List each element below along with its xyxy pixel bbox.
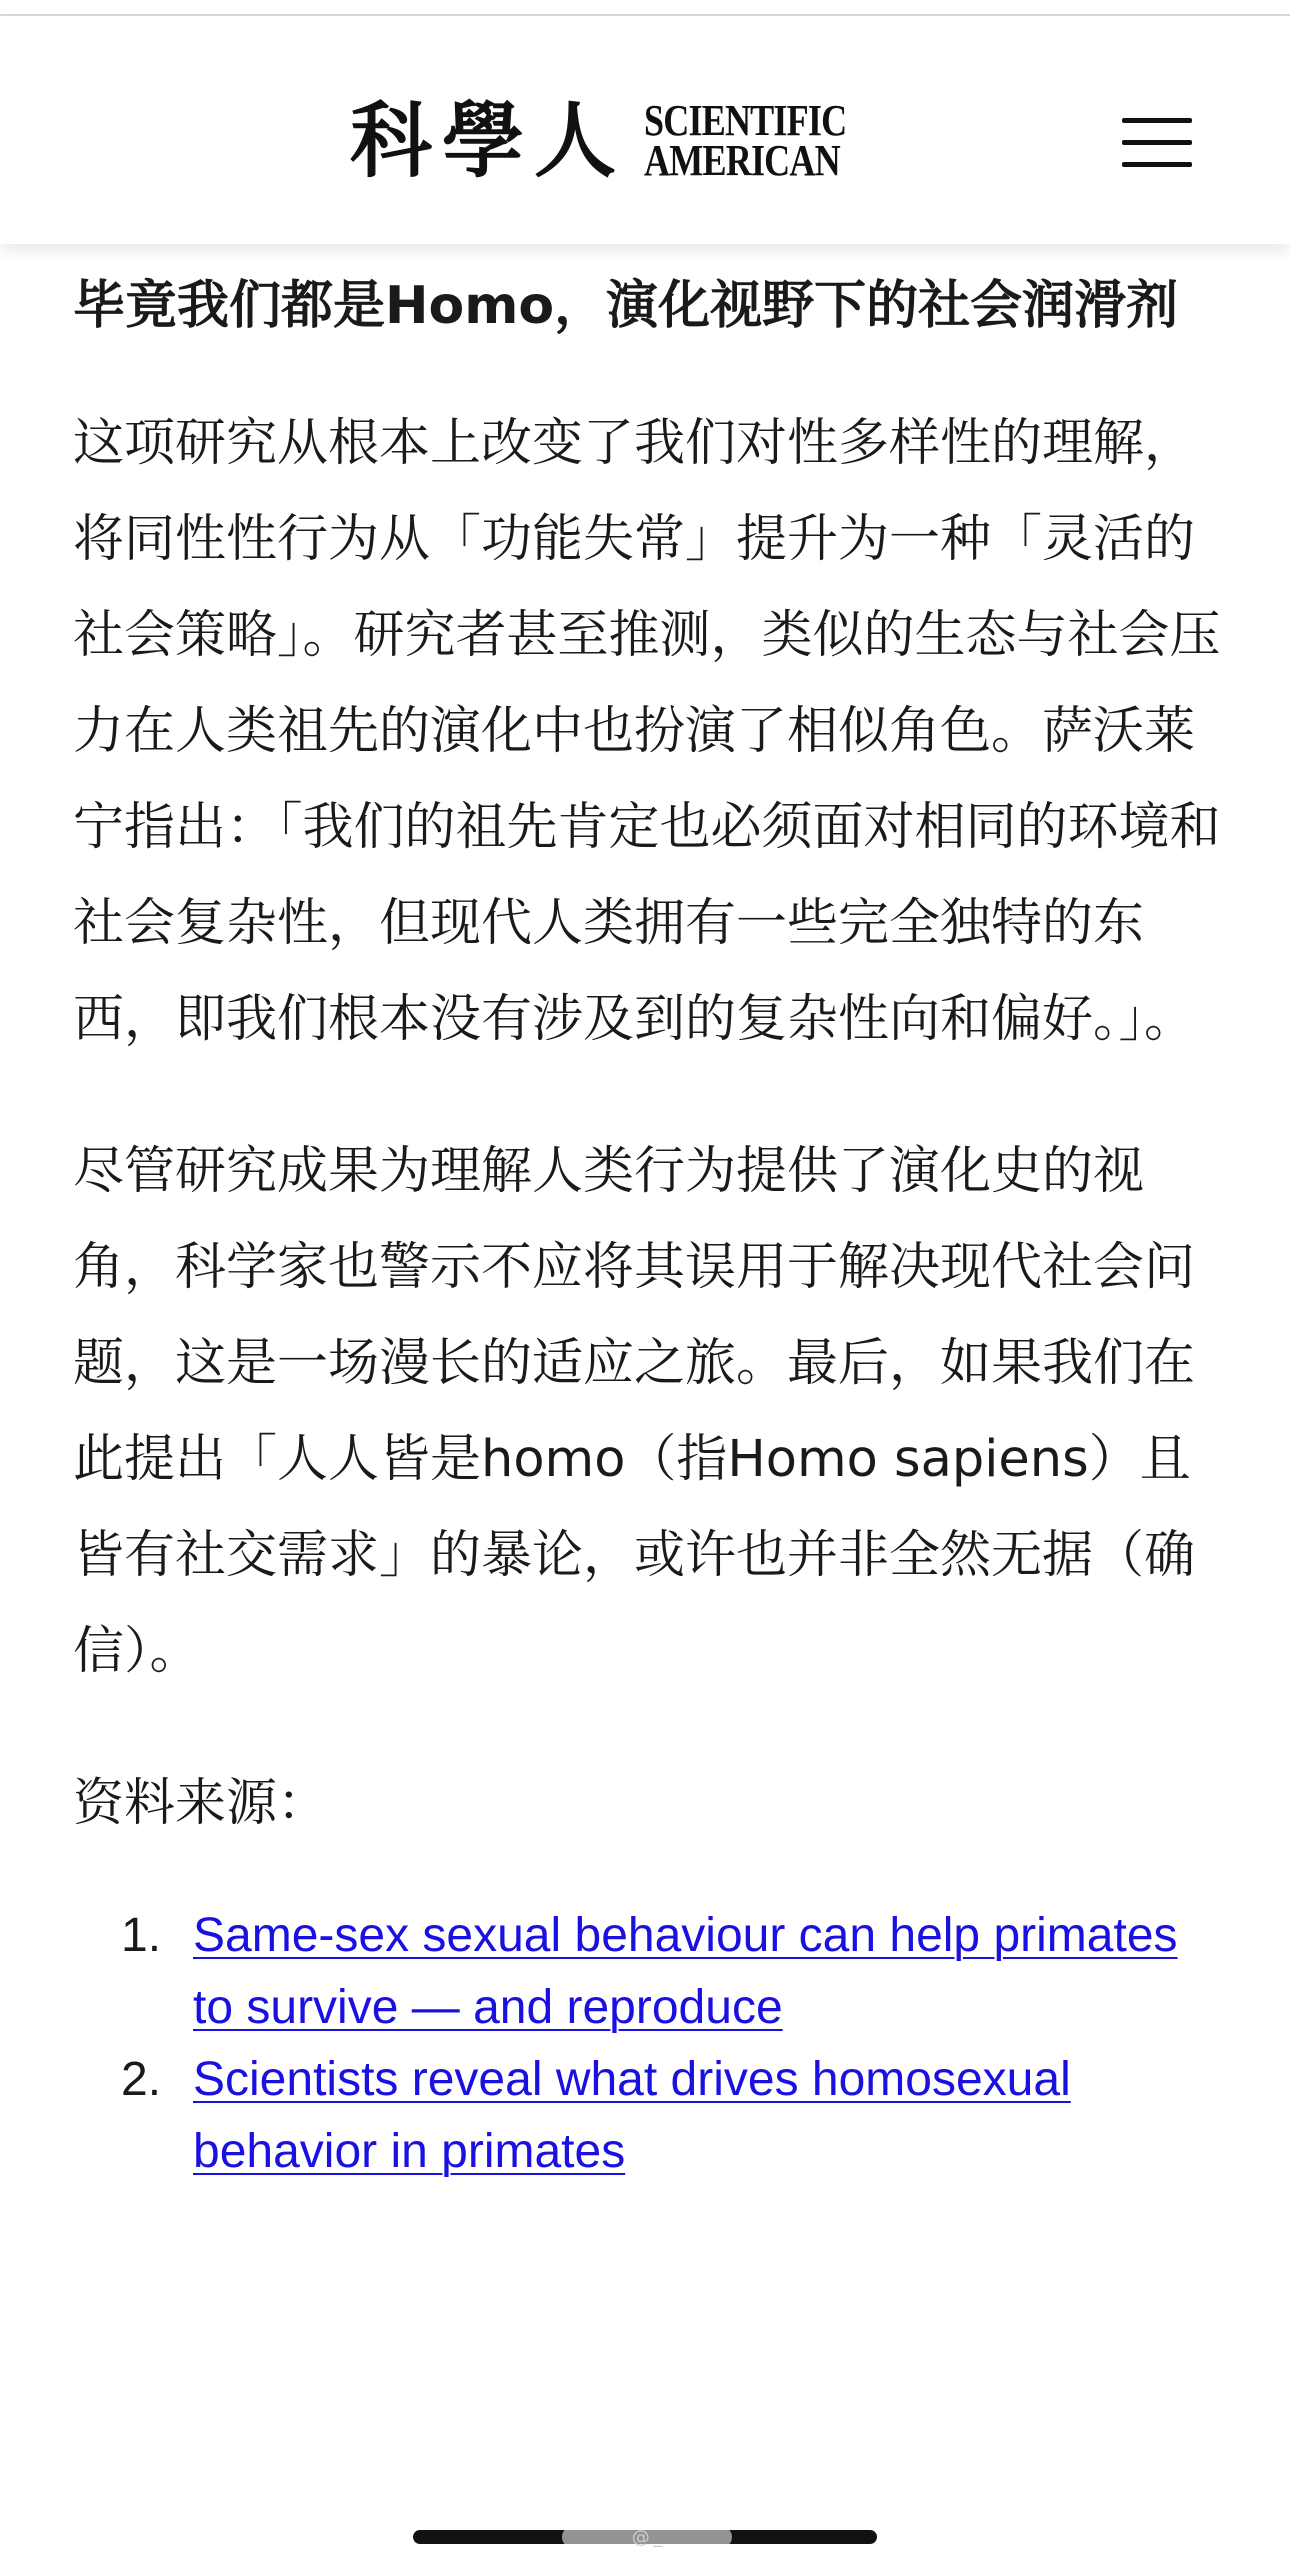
logo-english-line-2: AMERICAN (644, 136, 840, 185)
menu-bar (1122, 140, 1192, 145)
source-number: 1. (121, 1909, 162, 1962)
menu-bar (1122, 118, 1192, 123)
source-item-1 (73, 1900, 1223, 2044)
source-number: 2. (121, 2053, 162, 2106)
section-heading: 毕竟我们都是Homo，演化视野下的社会润滑剂 (73, 276, 1179, 336)
site-logo[interactable] (350, 86, 891, 196)
article-body (73, 262, 1223, 2188)
sources-list (73, 1900, 1223, 2188)
site-header (0, 16, 1290, 244)
logo-cjk-text: 科學人 (350, 93, 627, 189)
hamburger-menu-icon[interactable] (1120, 114, 1194, 170)
menu-bar (1122, 162, 1192, 167)
source-link-1[interactable]: Same-sex sexual behaviour can help primates to survive — and reproduce (193, 1909, 1178, 2034)
source-link-2[interactable]: Scientists reveal what drives homosexual behavior in primates (193, 2053, 1071, 2178)
paragraph-2: 尽管研究成果为理解人类行为提供了演化史的视角，科学家也警示不应将其误用于解决现代社会问题，这是一场漫长的适应之旅。最后，如果我们在此提出「人人皆是homo（指Homo sapiens）且皆有社交需求」的暴论，或许也并非全然无据（确信）。 (73, 1142, 1196, 1681)
sources-label: 资料来源： (73, 1774, 329, 1833)
paragraph-1: 这项研究从根本上改变了我们对性多样性的理解，将同性性行为从「功能失常」提升为一种「灵活的社会策略」。研究者甚至推测，类似的生态与社会压力在人类祖先的演化中也扮演了相似角色。萨沃莱宁指出：「我们的祖先肯定也必须面对相同的环境和社会复杂性，但现代人类拥有一些完全独特的东西，即我们根本没有涉及到的复杂性向和偏好。」。 (73, 414, 1221, 1049)
watermark: @ _ (562, 2526, 732, 2548)
logo-english-line-1: SCIENTIFIC (644, 96, 847, 145)
source-item-2 (73, 2044, 1223, 2188)
logo-english-text (644, 96, 847, 185)
